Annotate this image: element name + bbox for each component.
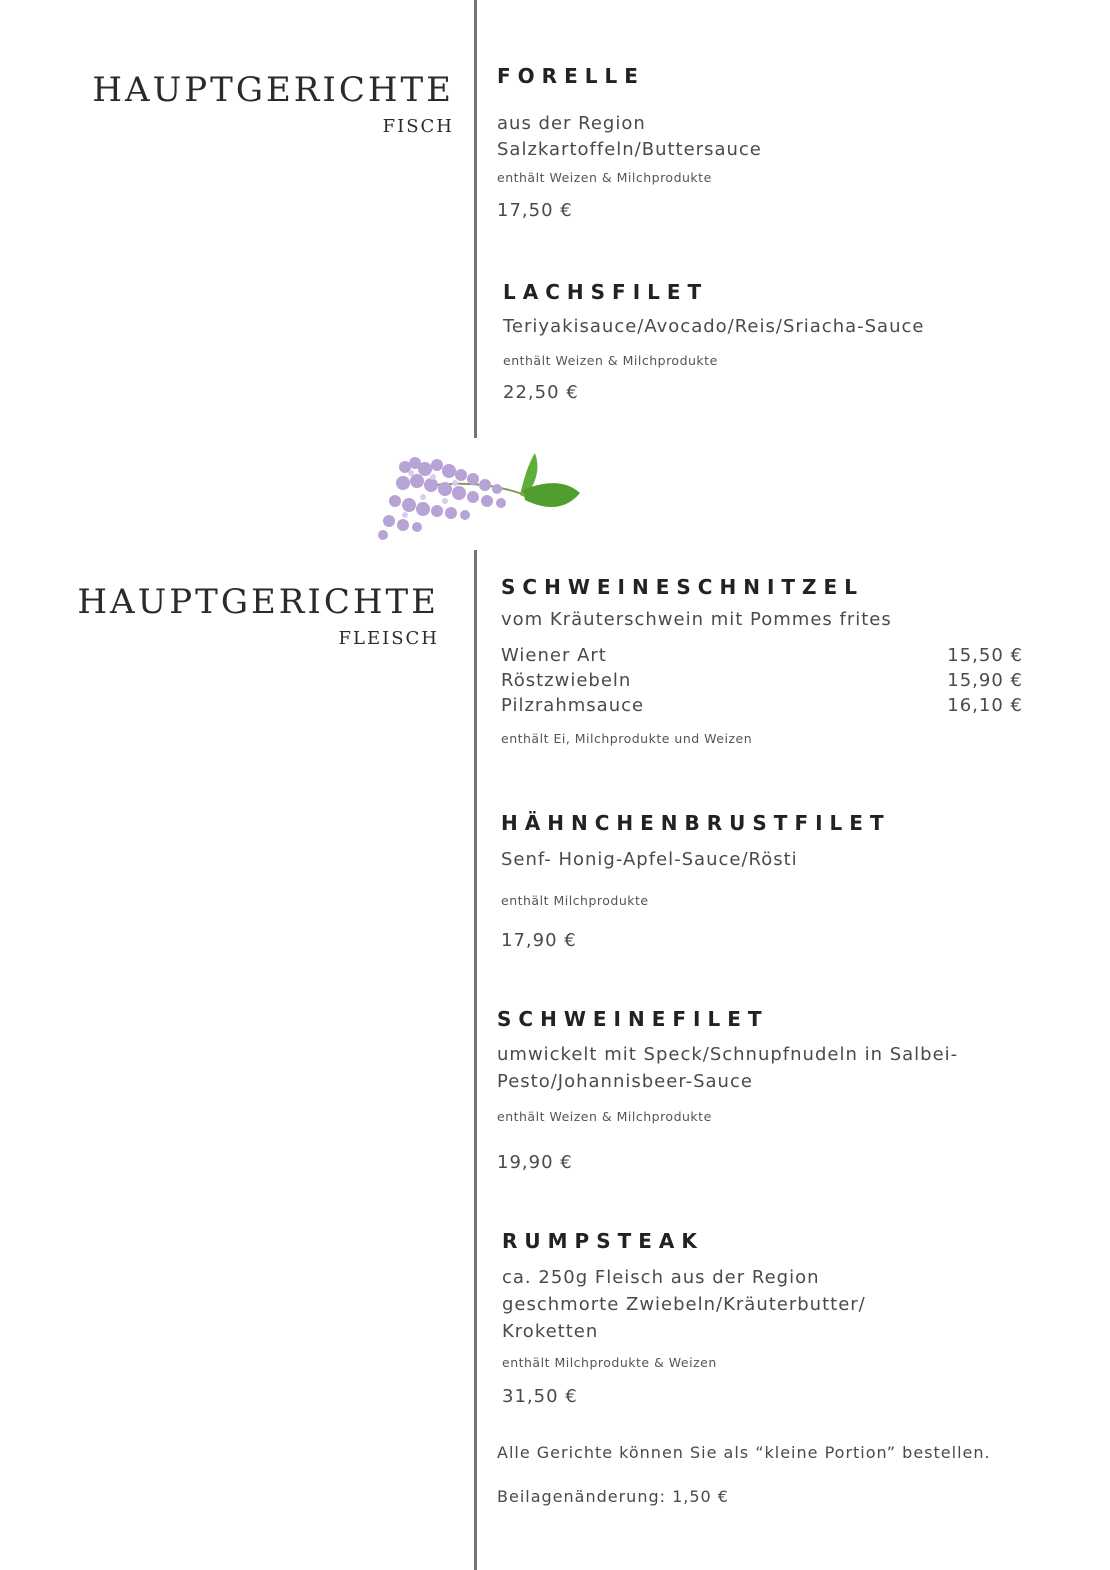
allergen-info: enthält Weizen & Milchprodukte [503, 353, 718, 368]
dish-forelle [497, 64, 1037, 221]
variant-price: 16,10 € [947, 695, 1023, 716]
section-heading: HAUPTGERICHTE [92, 70, 454, 110]
dish-description: Kroketten [502, 1321, 599, 1342]
section-title-fisch [80, 70, 454, 137]
variant-row [501, 643, 1023, 668]
dish-description: aus der Region [497, 113, 646, 134]
variant-label: Wiener Art [501, 645, 607, 666]
section-heading: HAUPTGERICHTE [77, 582, 439, 622]
divider-bottom [474, 550, 477, 1570]
dish-description: umwickelt mit Speck/Schnupfnudeln in Salbei- [497, 1044, 959, 1065]
note-beilagen: Beilagenänderung: 1,50 € [497, 1487, 729, 1506]
section-subheading: FISCH [382, 116, 454, 137]
allergen-info: enthält Weizen & Milchprodukte [497, 170, 712, 185]
allergen-info: enthält Ei, Milchprodukte und Weizen [501, 731, 753, 746]
dish-lachsfilet [503, 280, 1043, 403]
dish-description: Pesto/Johannisbeer-Sauce [497, 1071, 753, 1092]
section-subheading: FLEISCH [338, 628, 439, 649]
variant-row [501, 668, 1023, 693]
section-title-fleisch [60, 582, 439, 649]
dish-price: 22,50 € [503, 382, 579, 403]
allergen-info: enthält Milchprodukte [501, 893, 649, 908]
dish-price: 31,50 € [502, 1386, 578, 1407]
dish-rumpsteak [502, 1229, 1042, 1407]
dish-description: Salzkartoffeln/Buttersauce [497, 139, 762, 160]
dish-name: HÄHNCHENBRUSTFILET [501, 811, 891, 835]
note-kleine-portion: Alle Gerichte können Sie als “kleine Portion” bestellen. [497, 1443, 991, 1462]
dish-price: 19,90 € [497, 1152, 573, 1173]
dish-description: vom Kräuterschwein mit Pommes frites [501, 609, 892, 630]
dish-name: RUMPSTEAK [502, 1229, 704, 1253]
lilac-flower-icon [375, 445, 585, 545]
variant-label: Pilzrahmsauce [501, 695, 645, 716]
dish-description: ca. 250g Fleisch aus der Region [502, 1267, 820, 1288]
dish-haehnchenbrustfilet [501, 811, 1041, 951]
variant-price: 15,50 € [947, 645, 1023, 666]
dish-price: 17,90 € [501, 930, 577, 951]
dish-name: SCHWEINEFILET [497, 1007, 769, 1031]
variant-label: Röstzwiebeln [501, 670, 632, 691]
divider-top [474, 0, 477, 438]
dish-description: Senf- Honig-Apfel-Sauce/Rösti [501, 849, 798, 870]
dish-description: Teriyakisauce/Avocado/Reis/Sriacha-Sauce [503, 316, 925, 337]
dish-schweinefilet [497, 1007, 1057, 1173]
dish-name: LACHSFILET [503, 280, 709, 304]
dish-name: FORELLE [497, 64, 645, 88]
allergen-info: enthält Weizen & Milchprodukte [497, 1109, 712, 1124]
variant-row [501, 693, 1023, 718]
variant-price: 15,90 € [947, 670, 1023, 691]
dish-description: geschmorte Zwiebeln/Kräuterbutter/ [502, 1294, 866, 1315]
dish-schweineschnitzel [501, 575, 1041, 746]
dish-price: 17,50 € [497, 200, 573, 221]
dish-name: SCHWEINESCHNITZEL [501, 575, 864, 599]
allergen-info: enthält Milchprodukte & Weizen [502, 1355, 717, 1370]
